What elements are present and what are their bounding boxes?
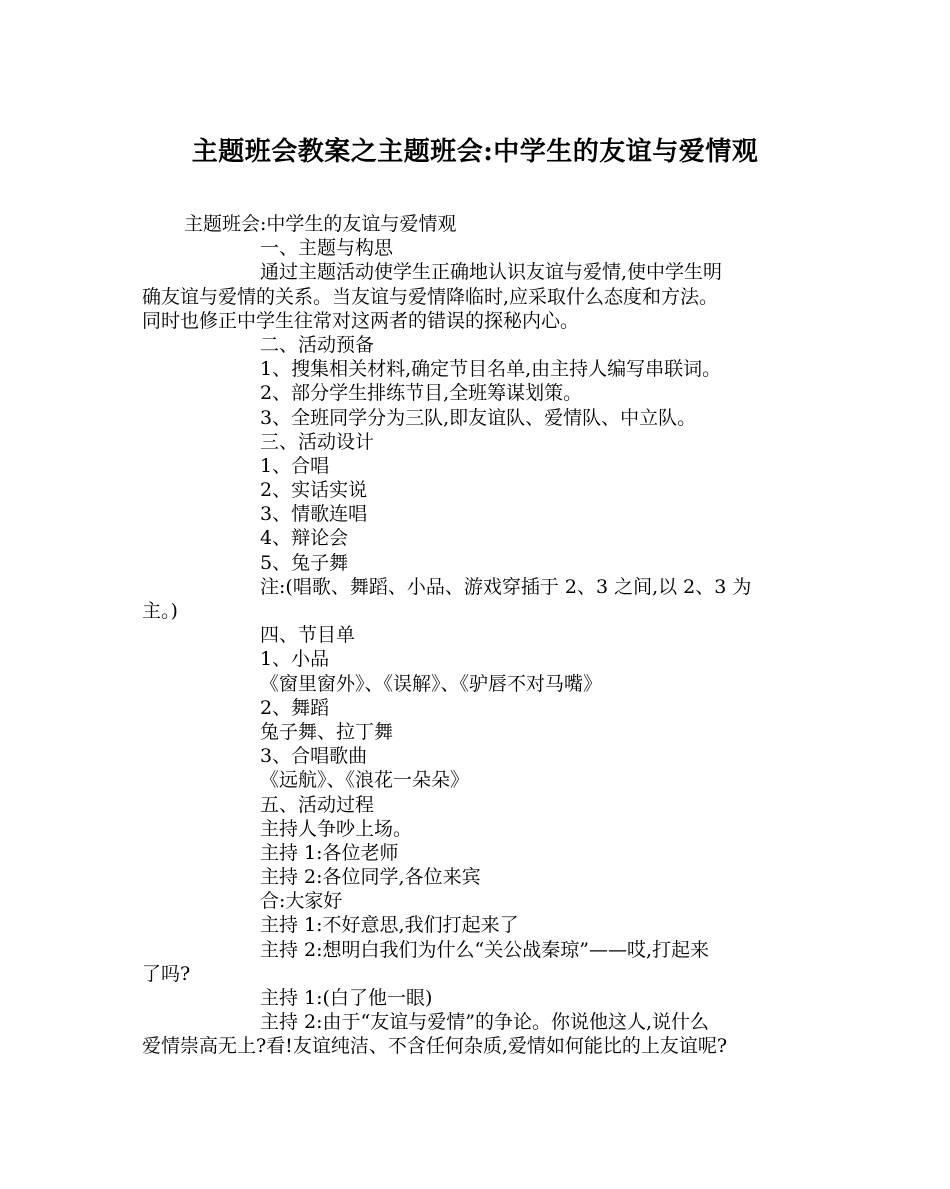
text-line: 一、主题与构思 — [260, 237, 394, 260]
document-title: 主题班会教案之主题班会:中学生的友谊与爱情观 — [191, 137, 759, 167]
text-line: 主。) — [142, 600, 178, 622]
text-line: 主题班会:中学生的友谊与爱情观 — [184, 213, 457, 235]
text-line: 确友谊与爱情的关系。当友谊与爱情降临时,应采取什么态度和方法。 — [142, 285, 719, 308]
text-line: 《远航》、《浪花一朵朵》 — [260, 769, 470, 792]
text-line: 通过主题活动使学生正确地认识友谊与爱情,使中学生明 — [260, 261, 723, 284]
text-line: 5、兔子舞 — [260, 551, 349, 574]
text-line: 主持 2:想明白我们为什么“关公战秦琼”——哎,打起来 — [260, 938, 709, 961]
text-line: 主持 2:各位同学,各位来宾 — [260, 866, 481, 889]
text-line: 1、小品 — [260, 648, 330, 671]
text-line: 注:(唱歌、舞蹈、小品、游戏穿插于 2、3 之间,以 2、3 为 — [260, 575, 752, 598]
text-line: 2、部分学生排练节目,全班筹谋划策。 — [260, 382, 583, 405]
text-line: 四、节目单 — [260, 624, 356, 647]
text-line: 3、全班同学分为三队,即友谊队、爱情队、中立队。 — [260, 406, 697, 429]
text-line: 4、辩论会 — [260, 527, 349, 550]
text-line: 三、活动设计 — [260, 430, 375, 453]
text-line: 1、搜集相关材料,确定节目名单,由主持人编写串联词。 — [260, 358, 722, 381]
text-line: 1、合唱 — [260, 454, 330, 477]
text-line: 二、活动预备 — [260, 333, 375, 356]
text-line: 2、实话实说 — [260, 479, 368, 502]
text-line: 主持人争吵上场。 — [260, 817, 413, 840]
text-line: 主持 2:由于“友谊与爱情”的争论。你说他这人,说什么 — [260, 1011, 709, 1034]
text-line: 五、活动过程 — [260, 793, 375, 816]
text-line: 主持 1:各位老师 — [260, 841, 399, 864]
text-line: 爱情崇高无上?看!友谊纯洁、不含任何杂质,爱情如何能比的上友谊呢? — [142, 1035, 728, 1058]
text-line: 《窗里窗外》、《误解》、《驴唇不对马嘴》 — [260, 672, 603, 695]
document-body — [142, 212, 814, 1059]
text-line: 3、情歌连唱 — [260, 503, 368, 526]
text-line: 2、舞蹈 — [260, 696, 330, 719]
text-line: 同时也修正中学生往常对这两者的错误的探秘内心。 — [142, 309, 580, 332]
text-line: 合:大家好 — [260, 890, 343, 913]
text-line: 主持 1:不好意思,我们打起来了 — [260, 914, 519, 937]
text-line: 兔子舞、拉丁舞 — [260, 720, 394, 743]
text-line: 主持 1:(白了他一眼) — [260, 987, 433, 1009]
text-line: 3、合唱歌曲 — [260, 745, 368, 768]
text-line: 了吗? — [142, 962, 191, 985]
